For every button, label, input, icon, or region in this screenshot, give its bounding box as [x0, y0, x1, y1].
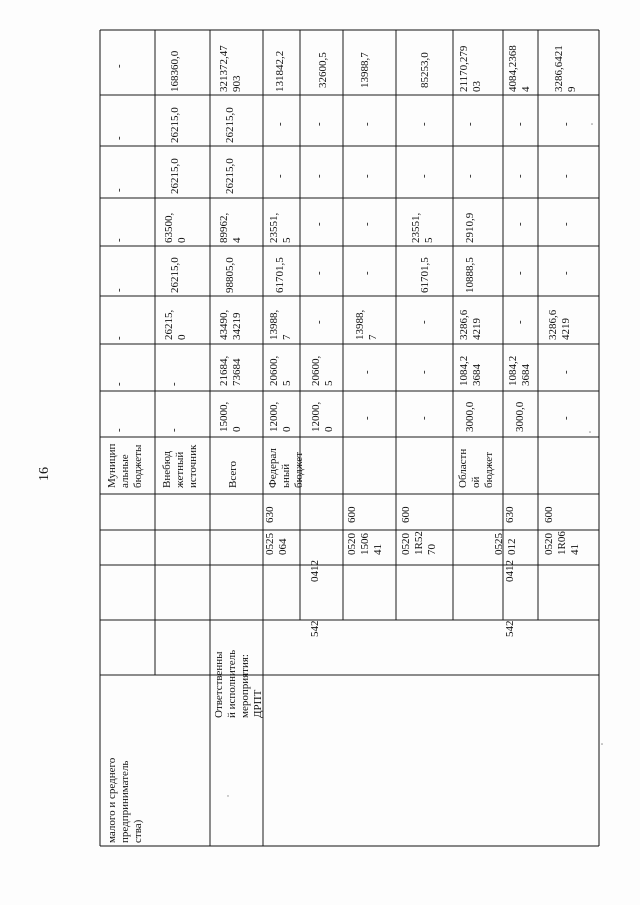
value-cell: 26215,0 [224, 158, 236, 194]
value-cell: - [560, 271, 572, 275]
value-cell: - [560, 416, 572, 420]
value-cell: 85253,0 [419, 52, 431, 88]
value-cell: 23551, [410, 212, 422, 243]
value-cell: 5 [281, 237, 293, 243]
value-cell: 321372,47 [218, 45, 230, 92]
code-csr5: 1R06 [556, 531, 568, 555]
code-csr4: 0525 [493, 533, 505, 555]
value-cell: 32600,5 [317, 52, 329, 88]
value-cell: - [418, 320, 430, 324]
page-number: 16 [37, 467, 52, 481]
value-cell: - [560, 174, 572, 178]
value-cell: 4 [231, 237, 243, 243]
values-federal-600c [410, 52, 435, 420]
code-vr: 600 [400, 506, 412, 523]
value-cell: 13988, [354, 309, 366, 340]
value-cell: - [361, 416, 373, 420]
value-cell: - [514, 122, 526, 126]
source-offbudget: источник [187, 444, 199, 488]
value-cell: - [313, 122, 325, 126]
code-csr5: 41 [569, 544, 581, 555]
values-regional [458, 45, 483, 432]
value-cell: 26215,0 [169, 107, 181, 143]
row-lines [155, 30, 538, 846]
value-cell: - [113, 428, 125, 432]
value-cell: - [418, 122, 430, 126]
value-cell: 0 [176, 237, 188, 243]
value-cell: 13988, [268, 309, 280, 340]
value-cell: 3684 [471, 364, 483, 386]
source-offbudget: жетный [174, 451, 186, 488]
code-rzpr: 0412 [309, 560, 321, 582]
value-cell: 2910,9 [464, 212, 476, 243]
value-cell: 7 [281, 334, 293, 340]
value-cell: 9 [566, 86, 578, 92]
code-cells [264, 506, 581, 637]
value-cell: - [313, 222, 325, 226]
value-cell: 0 [231, 426, 243, 432]
value-cell: - [560, 122, 572, 126]
value-cell: 5 [281, 380, 293, 386]
value-cell: 26215,0 [169, 257, 181, 293]
value-cell: - [361, 370, 373, 374]
value-cell: 63500, [163, 212, 175, 243]
source-federal: бюджет [293, 452, 305, 488]
value-cell: - [274, 174, 286, 178]
source-total: Всего [227, 461, 239, 488]
code-grbs: 542 [309, 620, 321, 637]
value-cell: - [514, 222, 526, 226]
executor-label [213, 650, 264, 718]
value-cell: 12000, [310, 401, 322, 432]
executor-text-4: ДРПТ [252, 689, 264, 718]
value-cell: - [560, 222, 572, 226]
code-csr3: 70 [426, 544, 438, 555]
value-cell: 26215,0 [169, 158, 181, 194]
value-cell: - [418, 370, 430, 374]
values-federal-600b [354, 52, 379, 420]
value-cell: - [361, 174, 373, 178]
values-offbudget [163, 50, 188, 432]
code-csr2: 1506 [359, 533, 371, 555]
value-cell: - [514, 271, 526, 275]
values-federal [268, 51, 293, 432]
value-cell: 3286,6 [458, 309, 470, 340]
value-cell: 20600, [310, 355, 322, 386]
value-cell: - [113, 136, 125, 140]
value-cell: - [313, 174, 325, 178]
executor-text-2: й исполнитель [226, 649, 238, 718]
value-cell: 4084,2368 [507, 45, 519, 92]
value-cell: 0 [323, 426, 335, 432]
values-municipal [113, 64, 125, 432]
source-federal: Федерал [267, 448, 279, 488]
value-cell: 3000,0 [514, 401, 526, 432]
value-cell: - [113, 238, 125, 242]
value-cell: 4219 [471, 318, 483, 340]
value-cell: 61701,5 [419, 257, 431, 293]
value-cell: 3000,0 [464, 401, 476, 432]
value-cell: 26215,0 [224, 107, 236, 143]
value-cell: 23551, [268, 212, 280, 243]
code-vr: 600 [346, 506, 358, 523]
measure-text-1: малого и среднего [106, 757, 118, 843]
value-cell: 03 [471, 81, 483, 92]
code-csr5: 0520 [543, 533, 555, 555]
code-rzpr: 0412 [504, 560, 516, 582]
value-cell: 7 [367, 334, 379, 340]
code-csr1: 064 [277, 538, 289, 555]
value-cell: 73684 [231, 358, 243, 386]
code-vr: 630 [504, 506, 516, 523]
code-csr3: 1R52 [413, 531, 425, 555]
value-cell: 0 [281, 426, 293, 432]
value-cell: 0 [176, 334, 188, 340]
value-cell: 20600, [268, 355, 280, 386]
value-cell: 903 [231, 75, 243, 92]
scan-speck [589, 431, 591, 433]
source-regional: бюджет [483, 452, 495, 488]
source-offbudget: Внебюд [161, 451, 173, 488]
value-cell: - [313, 271, 325, 275]
value-cell: - [168, 382, 180, 386]
value-cell: 13988,7 [359, 52, 371, 88]
value-cell: - [274, 122, 286, 126]
value-cell: - [418, 416, 430, 420]
value-cell: - [113, 288, 125, 292]
value-cell: - [464, 174, 476, 178]
value-cell: 21170,279 [458, 45, 470, 92]
value-cell: 3286,6 [547, 309, 559, 340]
value-cell: 3286,6421 [553, 45, 565, 92]
values-total [218, 45, 243, 432]
values-regional-630 [507, 45, 532, 432]
value-cell: 131842,2 [274, 50, 286, 92]
value-cell: - [361, 122, 373, 126]
value-cell: - [514, 320, 526, 324]
value-cell: - [113, 64, 125, 68]
scan-speck [227, 795, 228, 796]
value-cell: - [113, 382, 125, 386]
value-cell: - [168, 428, 180, 432]
value-cell: - [113, 188, 125, 192]
code-grbs: 542 [504, 620, 516, 637]
code-csr3: 0520 [400, 533, 412, 555]
value-cell: - [464, 122, 476, 126]
value-cell: 43490, [218, 309, 230, 340]
code-csr4: 012 [506, 538, 518, 555]
executor-text-3: мероприятия: [239, 654, 251, 718]
value-cell: 1084,2 [458, 355, 470, 386]
source-municipal: альные [119, 454, 131, 488]
value-cell: 1084,2 [507, 355, 519, 386]
value-cell: - [560, 370, 572, 374]
measure-label [106, 757, 144, 843]
value-cell: 34219 [231, 312, 243, 340]
code-csr2: 0520 [346, 533, 358, 555]
value-cell: 5 [423, 237, 435, 243]
code-csr1: 0525 [264, 533, 276, 555]
value-cell: 61701,5 [274, 257, 286, 293]
code-csr2: 41 [372, 544, 384, 555]
value-cell: - [361, 271, 373, 275]
value-cell: 168360,0 [169, 50, 181, 92]
scan-speck [601, 743, 603, 745]
code-vr: 630 [264, 506, 276, 523]
value-cell: - [113, 336, 125, 340]
value-cell: 15000, [218, 401, 230, 432]
value-cell: 26215, [163, 309, 175, 340]
source-federal: ьный [280, 463, 292, 488]
value-cell: 4219 [560, 318, 572, 340]
source-regional: Областн [457, 448, 469, 488]
value-cell: 21684, [218, 355, 230, 386]
value-cell: 5 [323, 380, 335, 386]
value-cell: - [361, 222, 373, 226]
source-regional: ой [470, 476, 482, 488]
scan-speck [591, 123, 593, 125]
code-vr: 600 [543, 506, 555, 523]
value-cell: 10888,5 [464, 257, 476, 293]
value-cell: - [418, 174, 430, 178]
measure-text-2: предприниматель [119, 760, 131, 843]
value-cell: - [313, 320, 325, 324]
table-frame [100, 30, 599, 846]
value-cell: 12000, [268, 401, 280, 432]
value-cell: 89962, [218, 212, 230, 243]
source-municipal: Муницип [106, 443, 118, 488]
value-cell: 98805,0 [224, 257, 236, 293]
value-cell: 4 [520, 86, 532, 92]
value-cell: 3684 [520, 364, 532, 386]
source-municipal: бюджеты [132, 444, 144, 488]
value-cell: - [514, 174, 526, 178]
values-regional-600 [547, 45, 578, 420]
measure-text-3: ства) [132, 819, 144, 843]
executor-text-1: Ответственны [213, 651, 225, 718]
values-federal-600a [310, 52, 335, 432]
